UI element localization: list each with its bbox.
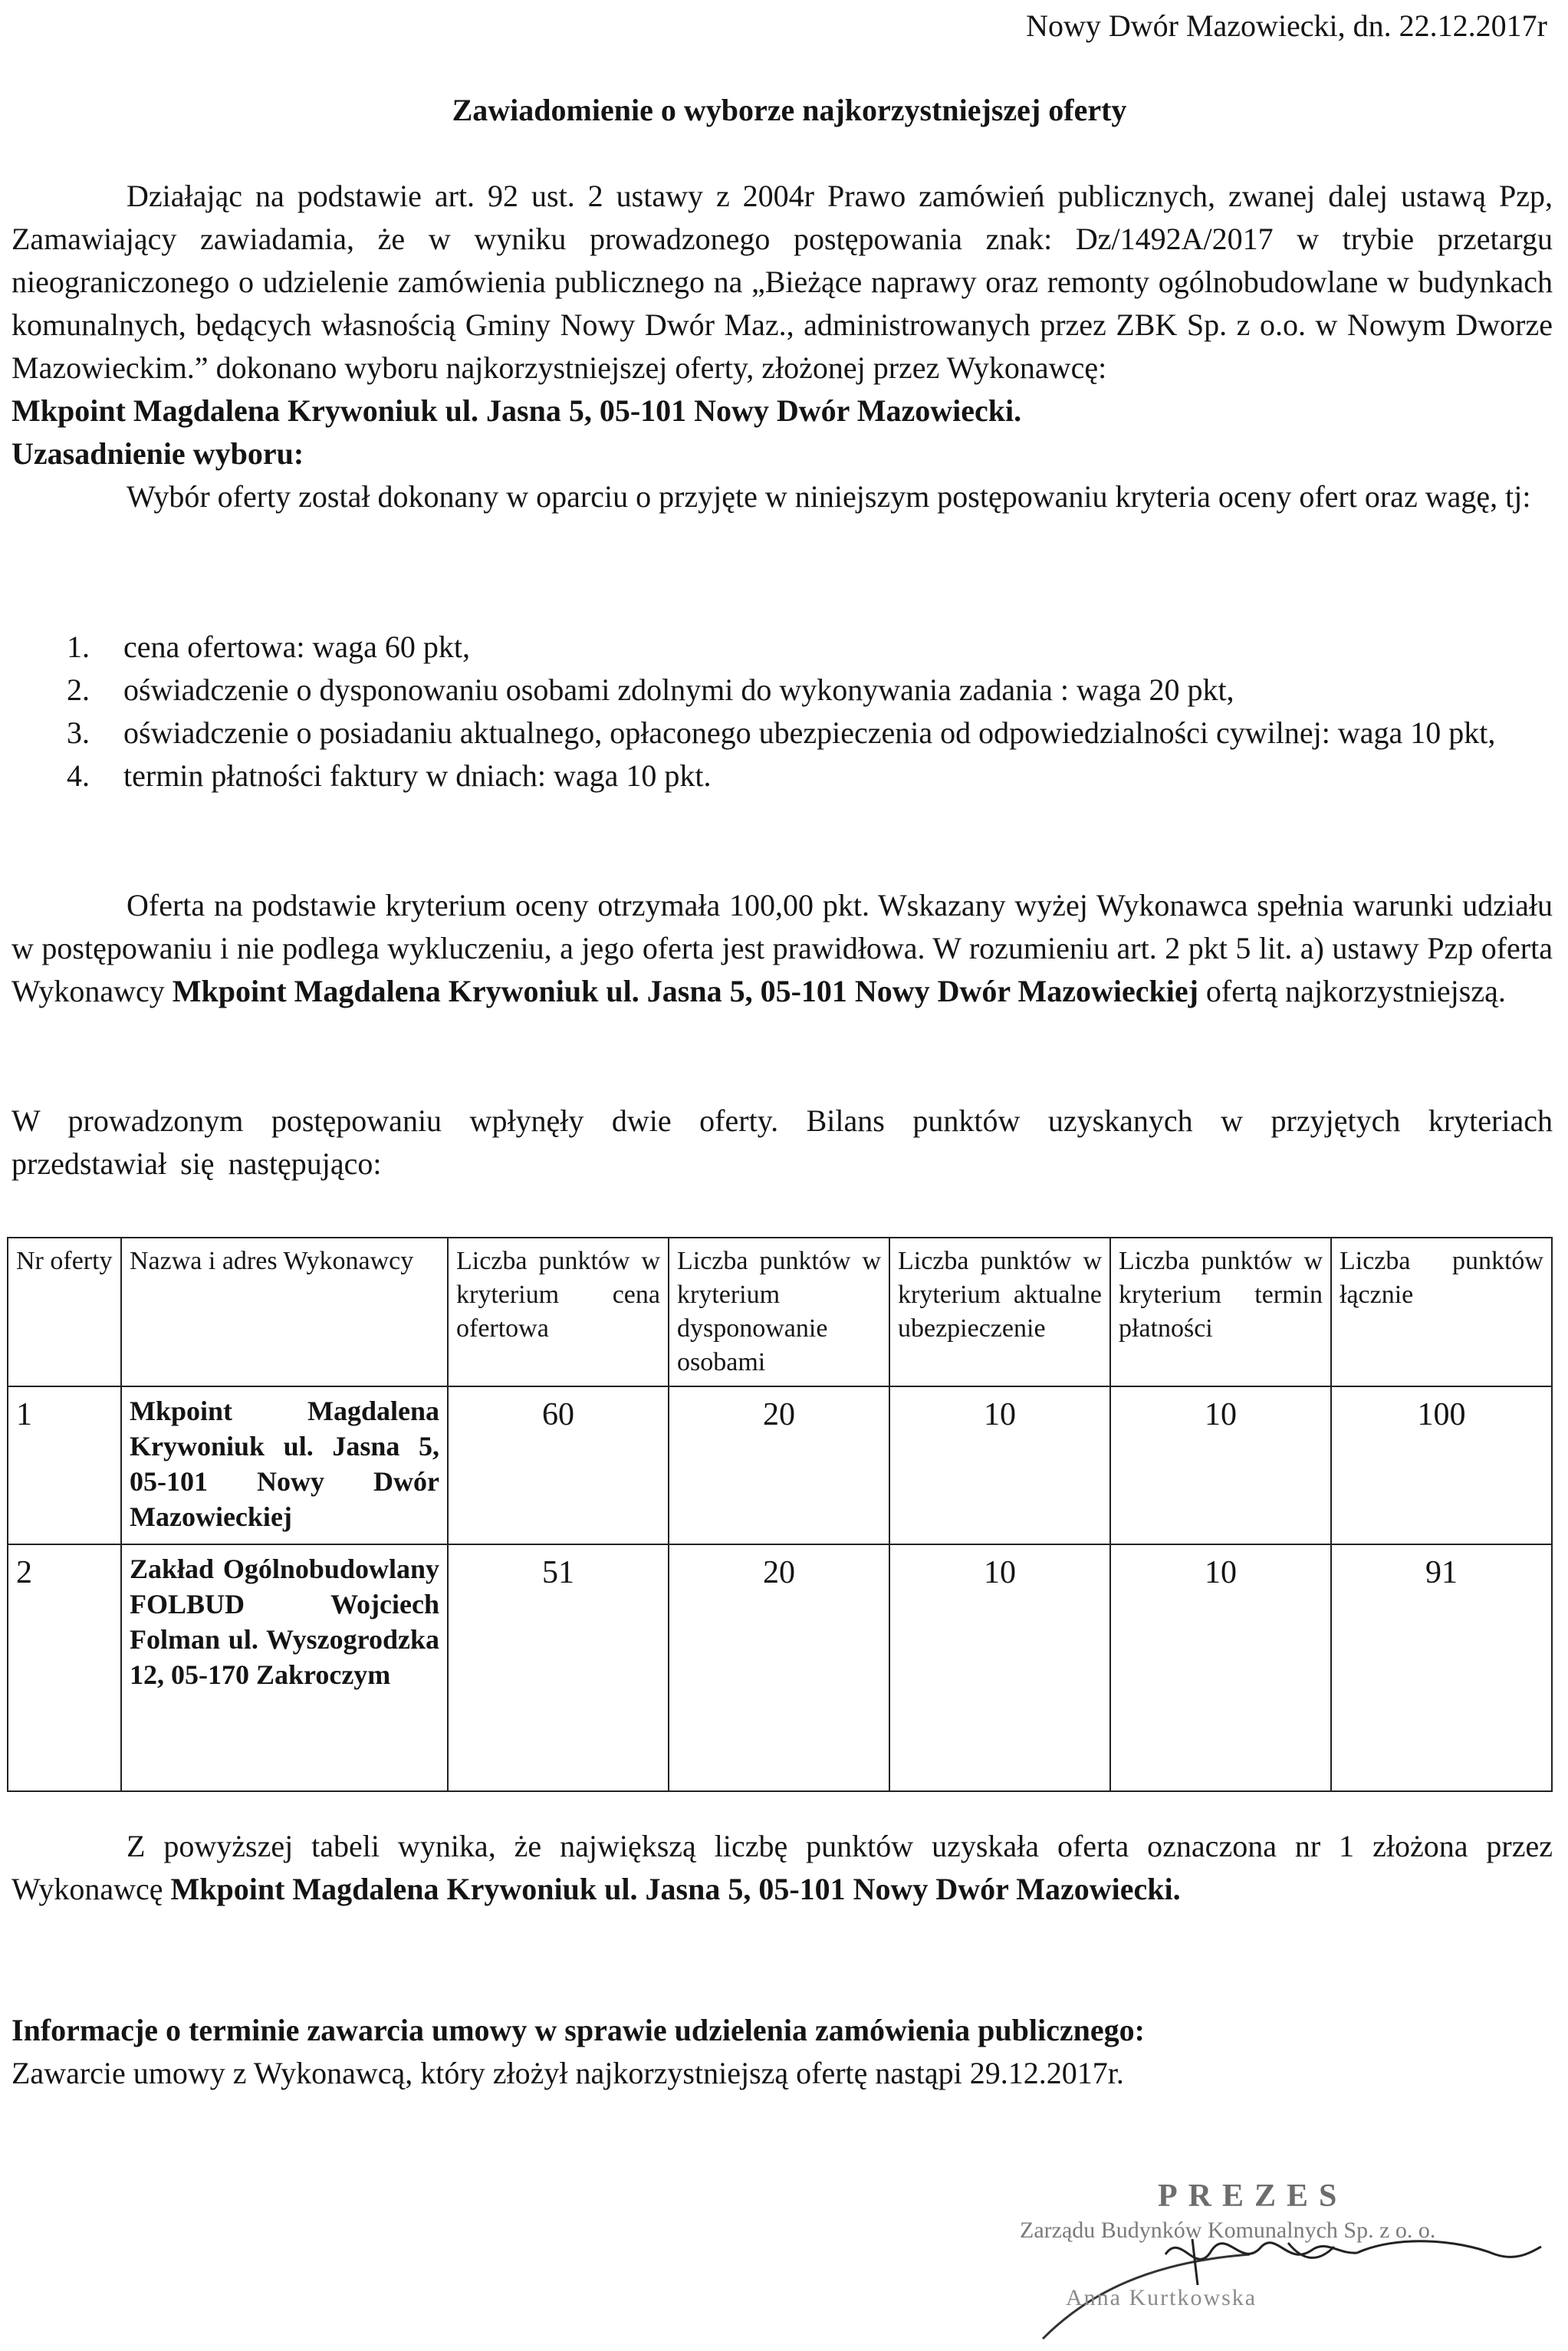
conclusion-text: Z powyższej tabeli wynika, że największą liczbę punktów uzyskała oferta oznaczona nr 1 złożona przez Wykonawcę (12, 1829, 1553, 1906)
intro-text: Działając na podstawie art. 92 ust. 2 ustawy z 2004r Prawo zamówień publicznych, zwanej dalej ustawą Pzp, Zamawiający zawiadamia, że w wyniku prowadzonego postępowania znak: Dz/1492A/2017 w trybie przetargu nieograniczonego o udzielenie zamówienia publicznego na „Bieżące naprawy oraz remonty ogólnobudowlane w budynkach komunalnych, będących własnością Gminy Nowy Dwór Maz., administrowanych przez ZBK Sp. z o.o. w Nowym Dworze Mazowieckim.” dokonano wyboru najkorzystniejszej oferty, złożonej przez Wykonawcę: (12, 179, 1553, 385)
header-staff-points: Liczba punktów w kryterium dysponowanie osobami (669, 1238, 889, 1386)
conclusion-paragraph (12, 1825, 1553, 1911)
evaluation-text: Oferta na podstawie kryterium oceny otrzymała 100,00 pkt. Wskazany wyżej Wykonawca spełnia warunki udziału w postępowaniu i nie podlega wykluczeniu, a jego oferta jest prawidłowa. W rozumieniu art. 2 pkt 5 lit. a) ustawy Pzp oferta Wykonawcy (12, 888, 1553, 1008)
criteria-item (12, 626, 1553, 669)
scores-table (7, 1237, 1553, 1792)
place-date: Nowy Dwór Mazowiecki, dn. 22.12.2017r (1026, 8, 1547, 43)
offer-number: 2 (8, 1544, 121, 1791)
contractor-name: Mkpoint Magdalena Krywoniuk ul. Jasna 5, 05-101 Nowy Dwór Mazowieckiej (121, 1386, 448, 1544)
stamp-company: Zarządu Budynków Komunalnych Sp. z o. o. (1020, 2218, 1436, 2243)
evaluation-paragraph (12, 884, 1553, 1013)
criteria-text: termin płatności faktury w dniach: waga 10 pkt. (123, 758, 712, 793)
criteria-number: 3. (67, 715, 90, 750)
signature-stamp (997, 2178, 1549, 2351)
criteria-number: 1. (67, 630, 90, 664)
table-row (8, 1386, 1552, 1544)
intro-winner: Mkpoint Magdalena Krywoniuk ul. Jasna 5, 05-101 Nowy Dwór Mazowiecki. (12, 393, 1022, 428)
contract-text: Zawarcie umowy z Wykonawcą, który złożył najkorzystniejszą ofertę nastąpi 29.12.2017r. (12, 2056, 1124, 2090)
evaluation-text-after: ofertą najkorzystniejszą. (1205, 974, 1506, 1008)
justification-heading: Uzasadnienie wyboru: (12, 436, 304, 471)
handwritten-signature (997, 2208, 1549, 2346)
criteria-number: 4. (67, 758, 90, 793)
offers-intro: W prowadzonym postępowaniu wpłynęły dwie oferty. Bilans punktów uzyskanych w przyjętych kryteriach przedstawiał się następująco: (12, 1103, 1553, 1181)
staff-points: 20 (669, 1544, 889, 1791)
criteria-item (12, 712, 1553, 755)
criteria-item (12, 669, 1553, 712)
total-points: 100 (1331, 1386, 1552, 1544)
header-contractor: Nazwa i adres Wykonawcy (121, 1238, 448, 1386)
criteria-text: cena ofertowa: waga 60 pkt, (123, 630, 471, 664)
payment-points: 10 (1110, 1544, 1331, 1791)
staff-points: 20 (669, 1386, 889, 1544)
stamp-title: PREZES (1158, 2178, 1348, 2214)
criteria-intro: Wybór oferty został dokonany w oparciu o przyjęte w niniejszym postępowaniu kryteria oceny ofert oraz wagę, tj: (127, 479, 1531, 514)
criteria-text: oświadczenie o dysponowaniu osobami zdolnymi do wykonywania zadania : waga 20 pkt, (123, 672, 1234, 707)
table-row (8, 1544, 1552, 1791)
conclusion-winner: Mkpoint Magdalena Krywoniuk ul. Jasna 5, 05-101 Nowy Dwór Mazowiecki. (170, 1872, 1181, 1906)
criteria-text: oświadczenie o posiadaniu aktualnego, opłaconego ubezpieczenia od odpowiedzialności cywilnej: waga 10 pkt, (123, 715, 1496, 750)
payment-points: 10 (1110, 1386, 1331, 1544)
insurance-points: 10 (889, 1544, 1110, 1791)
offer-number: 1 (8, 1386, 121, 1544)
total-points: 91 (1331, 1544, 1552, 1791)
header-total-points: Liczba punktów łącznie (1331, 1238, 1552, 1386)
header-price-points: Liczba punktów w kryterium cena ofertowa (448, 1238, 669, 1386)
header-payment-points: Liczba punktów w kryterium termin płatności (1110, 1238, 1331, 1386)
contract-heading: Informacje o terminie zawarcia umowy w sprawie udzielenia zamówienia publicznego: (12, 2013, 1145, 2047)
stamp-name: Anna Kurtkowska (1066, 2285, 1257, 2310)
evaluation-winner: Mkpoint Magdalena Krywoniuk ul. Jasna 5, 05-101 Nowy Dwór Mazowieckiej (172, 974, 1198, 1008)
contractor-name: Zakład Ogólnobudowlany FOLBUD Wojciech Folman ul. Wyszogrodzka 12, 05-170 Zakroczym (121, 1544, 448, 1791)
document-title: Zawiadomienie o wyborze najkorzystniejszej oferty (452, 93, 1127, 127)
insurance-points: 10 (889, 1386, 1110, 1544)
intro-paragraph (12, 175, 1553, 518)
criteria-list (12, 626, 1553, 797)
table-header-row (8, 1238, 1552, 1386)
contract-section (12, 2009, 1553, 2095)
criteria-item (12, 755, 1553, 797)
criteria-number: 2. (67, 672, 90, 707)
header-offer-number: Nr oferty (8, 1238, 121, 1386)
header-insurance-points: Liczba punktów w kryterium aktualne ubezpieczenie (889, 1238, 1110, 1386)
price-points: 60 (448, 1386, 669, 1544)
price-points: 51 (448, 1544, 669, 1791)
